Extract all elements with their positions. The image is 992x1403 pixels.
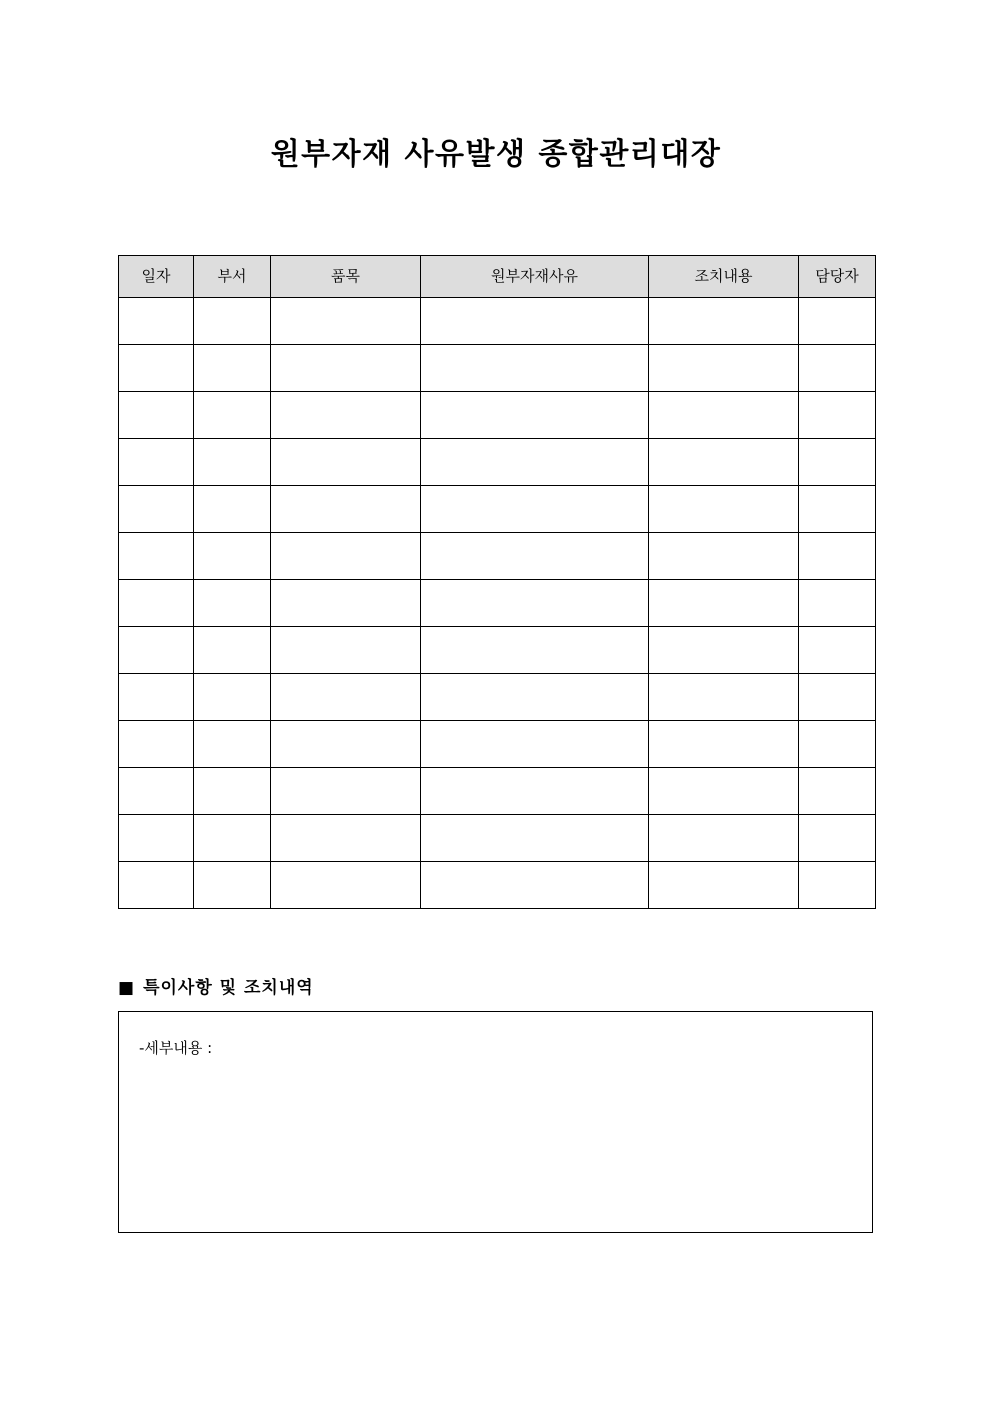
table-cell-dept[interactable] xyxy=(194,486,271,533)
column-header-date: 일자 xyxy=(119,256,194,298)
table-cell-person[interactable] xyxy=(799,439,876,486)
table-cell-action[interactable] xyxy=(649,533,799,580)
table-cell-item[interactable] xyxy=(271,345,421,392)
table-header-row xyxy=(119,256,876,298)
column-header-item: 품목 xyxy=(271,256,421,298)
column-header-action: 조치내용 xyxy=(649,256,799,298)
table-cell-item[interactable] xyxy=(271,439,421,486)
table-cell-date[interactable] xyxy=(119,580,194,627)
table-cell-person[interactable] xyxy=(799,486,876,533)
table-cell-action[interactable] xyxy=(649,815,799,862)
table-cell-reason[interactable] xyxy=(421,815,649,862)
table-cell-date[interactable] xyxy=(119,721,194,768)
table-cell-reason[interactable] xyxy=(421,580,649,627)
table-cell-person[interactable] xyxy=(799,298,876,345)
table-cell-action[interactable] xyxy=(649,674,799,721)
table-cell-action[interactable] xyxy=(649,580,799,627)
table-row xyxy=(119,768,876,815)
table-cell-item[interactable] xyxy=(271,533,421,580)
table-cell-dept[interactable] xyxy=(194,721,271,768)
table-cell-reason[interactable] xyxy=(421,298,649,345)
table-body xyxy=(119,298,876,909)
column-header-reason: 원부자재사유 xyxy=(421,256,649,298)
table-cell-person[interactable] xyxy=(799,627,876,674)
table-cell-person[interactable] xyxy=(799,580,876,627)
table-cell-action[interactable] xyxy=(649,345,799,392)
table-row xyxy=(119,345,876,392)
table-cell-item[interactable] xyxy=(271,721,421,768)
ledger-table xyxy=(118,255,876,909)
table-cell-item[interactable] xyxy=(271,627,421,674)
table-cell-item[interactable] xyxy=(271,580,421,627)
table-row xyxy=(119,533,876,580)
notes-box[interactable] xyxy=(118,1011,873,1233)
table-cell-date[interactable] xyxy=(119,768,194,815)
table-row xyxy=(119,486,876,533)
table-cell-person[interactable] xyxy=(799,533,876,580)
table-cell-action[interactable] xyxy=(649,768,799,815)
table-cell-action[interactable] xyxy=(649,627,799,674)
table-cell-person[interactable] xyxy=(799,862,876,909)
table-cell-date[interactable] xyxy=(119,815,194,862)
table-cell-date[interactable] xyxy=(119,439,194,486)
table-cell-person[interactable] xyxy=(799,392,876,439)
table-cell-reason[interactable] xyxy=(421,674,649,721)
notes-detail-label: -세부내용 : xyxy=(139,1039,213,1057)
table-cell-dept[interactable] xyxy=(194,815,271,862)
column-header-dept: 부서 xyxy=(194,256,271,298)
square-bullet-icon: ■ xyxy=(118,978,136,998)
table-cell-item[interactable] xyxy=(271,298,421,345)
page-title: 원부자재 사유발생 종합관리대장 xyxy=(270,137,722,172)
table-cell-dept[interactable] xyxy=(194,298,271,345)
table-cell-dept[interactable] xyxy=(194,439,271,486)
notes-heading xyxy=(118,976,314,1000)
table-row xyxy=(119,439,876,486)
table-cell-date[interactable] xyxy=(119,298,194,345)
table-cell-item[interactable] xyxy=(271,862,421,909)
table-cell-person[interactable] xyxy=(799,721,876,768)
table-row xyxy=(119,392,876,439)
table-cell-date[interactable] xyxy=(119,486,194,533)
table-cell-person[interactable] xyxy=(799,768,876,815)
table-cell-item[interactable] xyxy=(271,815,421,862)
column-header-person: 담당자 xyxy=(799,256,876,298)
table-cell-action[interactable] xyxy=(649,298,799,345)
table-cell-item[interactable] xyxy=(271,674,421,721)
table-cell-dept[interactable] xyxy=(194,627,271,674)
table-cell-action[interactable] xyxy=(649,392,799,439)
table-cell-item[interactable] xyxy=(271,768,421,815)
table-cell-person[interactable] xyxy=(799,345,876,392)
table-cell-dept[interactable] xyxy=(194,862,271,909)
table-cell-reason[interactable] xyxy=(421,345,649,392)
table-cell-person[interactable] xyxy=(799,815,876,862)
table-cell-date[interactable] xyxy=(119,862,194,909)
table-cell-date[interactable] xyxy=(119,674,194,721)
table-cell-dept[interactable] xyxy=(194,533,271,580)
table-row xyxy=(119,721,876,768)
table-cell-reason[interactable] xyxy=(421,439,649,486)
table-row xyxy=(119,298,876,345)
table-cell-dept[interactable] xyxy=(194,580,271,627)
table-cell-action[interactable] xyxy=(649,862,799,909)
table-cell-dept[interactable] xyxy=(194,345,271,392)
table-cell-dept[interactable] xyxy=(194,768,271,815)
table-row xyxy=(119,862,876,909)
table-cell-reason[interactable] xyxy=(421,533,649,580)
table-row xyxy=(119,627,876,674)
table-cell-reason[interactable] xyxy=(421,627,649,674)
table-row xyxy=(119,580,876,627)
table-cell-date[interactable] xyxy=(119,533,194,580)
table-row xyxy=(119,674,876,721)
table-cell-action[interactable] xyxy=(649,721,799,768)
table-cell-reason[interactable] xyxy=(421,486,649,533)
table-cell-reason[interactable] xyxy=(421,768,649,815)
table-cell-reason[interactable] xyxy=(421,862,649,909)
table-cell-action[interactable] xyxy=(649,486,799,533)
table-cell-date[interactable] xyxy=(119,627,194,674)
table-cell-reason[interactable] xyxy=(421,392,649,439)
table-cell-person[interactable] xyxy=(799,674,876,721)
table-cell-dept[interactable] xyxy=(194,392,271,439)
table-cell-item[interactable] xyxy=(271,486,421,533)
table-row xyxy=(119,815,876,862)
table-cell-dept[interactable] xyxy=(194,674,271,721)
table-cell-reason[interactable] xyxy=(421,721,649,768)
table-cell-date[interactable] xyxy=(119,345,194,392)
table-cell-action[interactable] xyxy=(649,439,799,486)
table-cell-item[interactable] xyxy=(271,392,421,439)
table-cell-date[interactable] xyxy=(119,392,194,439)
notes-heading-label: 특이사항 및 조치내역 xyxy=(143,978,314,998)
table-header xyxy=(119,256,876,298)
